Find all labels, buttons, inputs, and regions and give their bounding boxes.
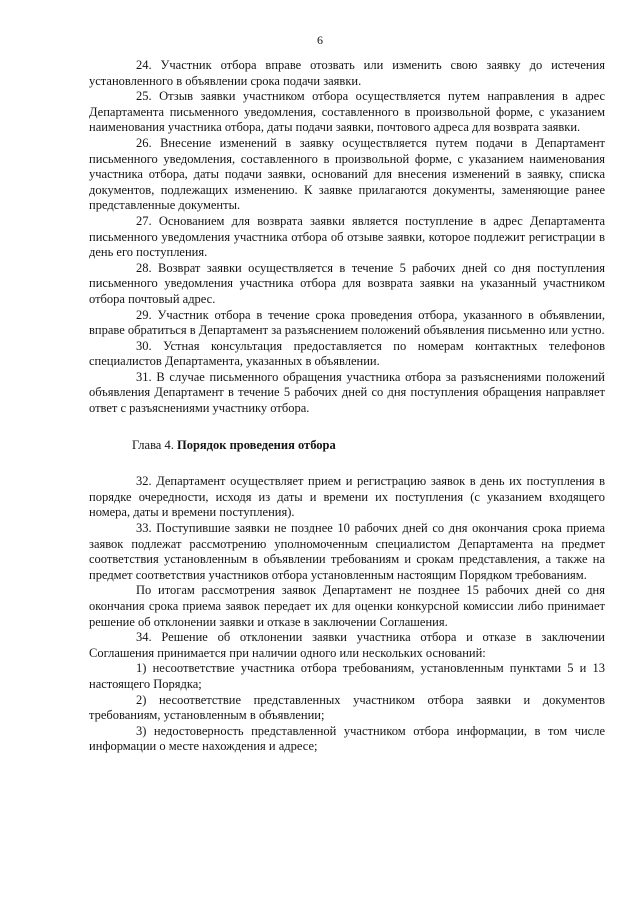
paragraph-review-results: По итогам рассмотрения заявок Департамент не позднее 15 рабочих дней со дня окончания срока приема заявок передает их для оценки конкурсной комиссии либо принимает решение об отклонении заявки и отказе в заключении Соглашения. [89, 583, 605, 629]
spacer [89, 417, 605, 438]
paragraph-25: 25. Отзыв заявки участником отбора осуществляется путем направления в адрес Департамента письменного уведомления, составленного в произвольной форме, с указанием наименования участника отбора, даты подачи заявки, почтового адреса для возврата заявки. [89, 89, 605, 135]
paragraph-24: 24. Участник отбора вправе отозвать или изменить свою заявку до истечения установленного в объявлении срока подачи заявки. [89, 58, 605, 88]
paragraph-29: 29. Участник отбора в течение срока проведения отбора, указанного в объявлении, вправе обратиться в Департамент за разъяснением положений объявления письменно или устно. [89, 307, 605, 338]
chapter-prefix: Глава 4. [132, 437, 174, 452]
paragraph-34: 34. Решение об отклонении заявки участника отбора и отказе в заключении Соглашения принимается при наличии одного или нескольких оснований: [89, 630, 605, 660]
paragraph-26: 26. Внесение изменений в заявку осуществляется путем подачи в Департамент письменного уведомления, составленного в произвольной форме, с указанием наименования участника отбора, даты подачи заявки, оснований для внесения изменений в заявку, списка документов, подлежащих изменению. К заявке прилагаются документы, заменяющие ранее представленные документы. [89, 135, 605, 213]
list-item-3: 3) недостоверность представленной участником отбора информации, в том числе информации о месте нахождения и адресе; [89, 723, 605, 754]
chapter-heading [89, 438, 605, 454]
document-body [89, 58, 605, 755]
paragraph-28: 28. Возврат заявки осуществляется в течение 5 рабочих дней со дня поступления письменного уведомления участника отбора для возврата заявки на указанный участником отбора почтовый адрес. [89, 260, 605, 306]
paragraph-33: 33. Поступившие заявки не позднее 10 рабочих дней со дня окончания срока приема заявок подлежат рассмотрению уполномоченным специалистом Департамента на предмет соответствия установленным в объявлении требованиям и срокам представления, а также на предмет соответствия участников отбора установленным настоящим Порядком требованиям. [89, 521, 605, 582]
paragraph-31: 31. В случае письменного обращения участника отбора за разъяснениями положений объявления Департамент в течение 5 рабочих дней со дня поступления обращения направляет ответ с разъяснениями участнику отбора. [89, 369, 605, 416]
list-item-2: 2) несоответствие представленных участником отбора заявки и документов требованиям, установленным в объявлении; [89, 692, 605, 723]
paragraph-32: 32. Департамент осуществляет прием и регистрацию заявок в день их поступления в порядке очередности, исходя из даты и времени их поступления (с указанием входящего номера, даты и времени поступления). [89, 474, 605, 520]
paragraph-30: 30. Устная консультация предоставляется по номерам контактных телефонов специалистов Департамента, указанных в объявлении. [89, 338, 605, 369]
page-number: 6 [317, 33, 323, 47]
spacer [89, 453, 605, 474]
chapter-title: Порядок проведения отбора [176, 437, 336, 452]
list-item-1: 1) несоответствие участника отбора требованиям, установленным пунктами 5 и 13 настоящего Порядка; [89, 661, 605, 691]
paragraph-27: 27. Основанием для возврата заявки является поступление в адрес Департамента письменного уведомления участника отбора об отзыве заявки, которое подлежит регистрации в день его поступления. [89, 213, 605, 260]
